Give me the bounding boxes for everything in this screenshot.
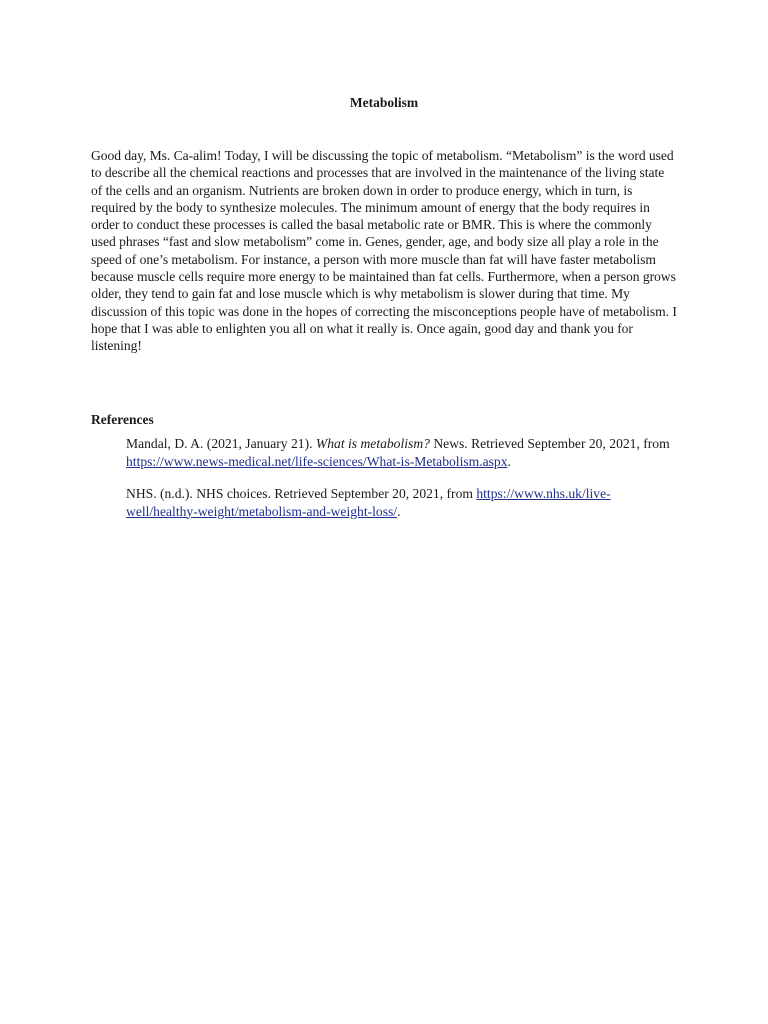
reference-link-news-medical[interactable]: https://www.news-medical.net/life-sciences/What-is-Metabolism.aspx xyxy=(126,453,508,469)
reference-tail: . xyxy=(507,453,511,469)
reference-link-nhs[interactable]: https://www.nhs.uk/live-well/healthy-weight/metabolism-and-weight-loss/ xyxy=(126,486,611,519)
references-heading: References xyxy=(91,412,154,427)
page-title: Metabolism xyxy=(349,95,419,110)
reference-item-mandal xyxy=(126,435,676,470)
reference-lead: Mandal, D. A. (2021, January 21). xyxy=(126,436,316,451)
reference-item-nhs xyxy=(126,485,676,520)
reference-lead: NHS. (n.d.). NHS choices. Retrieved September 20, 2021, from xyxy=(126,486,477,501)
body-paragraph: Good day, Ms. Ca-alim! Today, I will be discussing the topic of metabolism. “Metabolism” is the word used to describe all the chemical reactions and processes that are involved in the maintenance of the living state of the cells and an organism. Nutrients are broken down in order to produce energy, which in turn, is required by the body to synthesize molecules. The minimum amount of energy that the body requires in order to conduct these processes is called the basal metabolic rate or BMR. This is where the commonly used phrases “fast and slow metabolism” come in. Genes, gender, age, and body size all play a role in the speed of one’s metabolism. For instance, a person with more muscle than fat will have faster metabolism because muscle cells require more energy to be maintained than fat cells. Furthermore, when a person grows older, they tend to gain fat and lose muscle which is why metabolism is slower during that time. My discussion of this topic was done in the hopes of correcting the misconceptions people have of metabolism. I hope that I was able to enlighten you all on what it really is. Once again, good day and thank you for listening! xyxy=(91,148,677,354)
reference-middle: News. Retrieved September 20, 2021, from xyxy=(429,436,670,451)
reference-title: What is metabolism? xyxy=(315,436,430,451)
reference-tail: . xyxy=(397,503,401,519)
